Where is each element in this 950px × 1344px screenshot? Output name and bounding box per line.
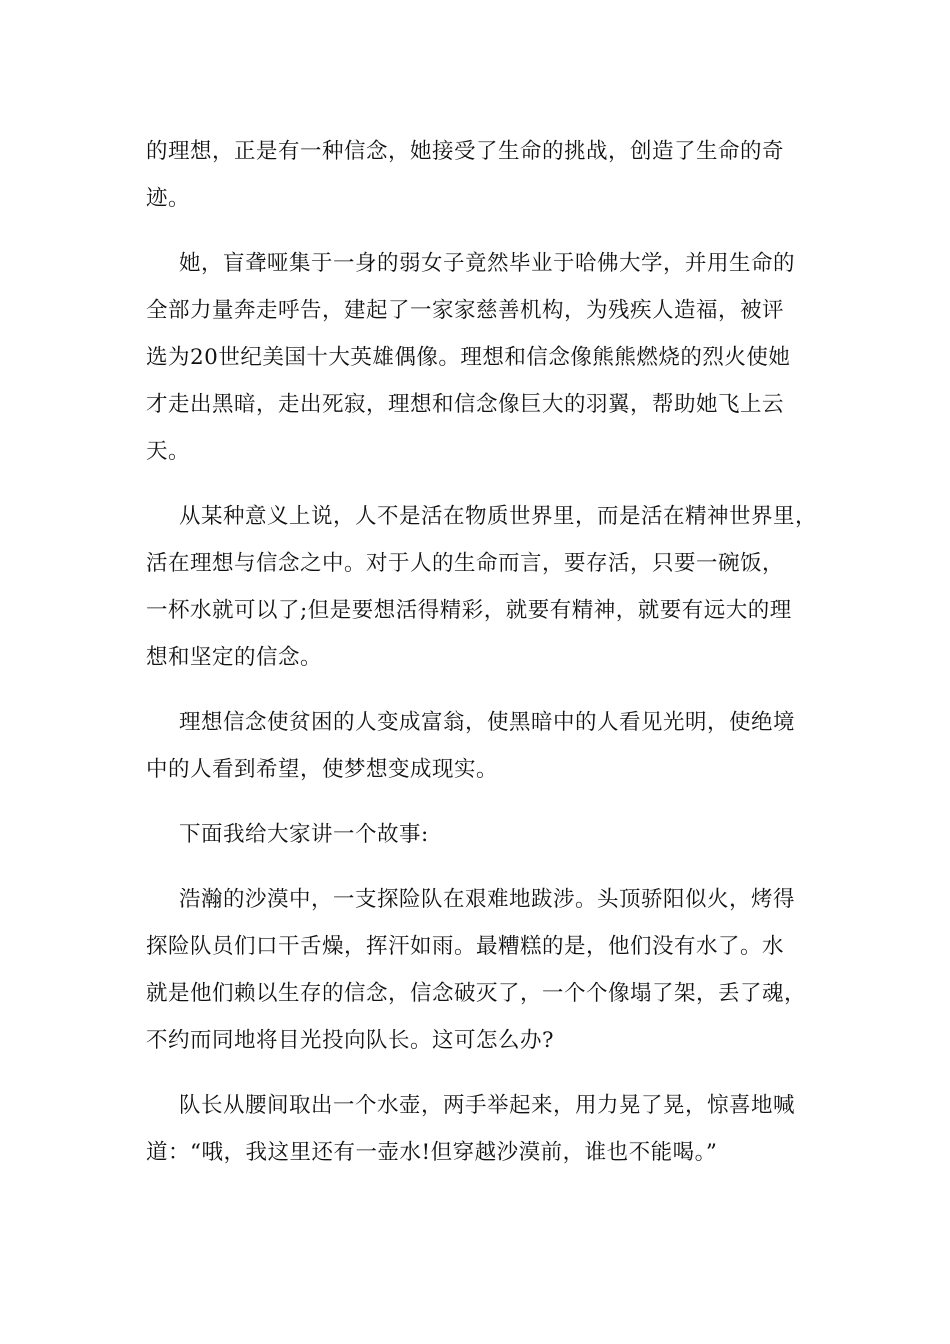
- text-line: 天。: [146, 439, 191, 464]
- text-line: 不约而同地将目光投向队长。这可怎么办?: [146, 1028, 555, 1053]
- text-line: 中的人看到希望，使梦想变成现实。: [146, 757, 499, 782]
- paragraph-7: [146, 1082, 818, 1176]
- text-line: 探险队员们口干舌燥，挥汗如雨。最糟糕的是，他们没有水了。水: [146, 934, 785, 959]
- text-line: 一杯水就可以了;但是要想活得精彩，就要有精神，就要有远大的理: [146, 598, 792, 623]
- paragraph-5: [146, 811, 818, 858]
- text-line: 她，盲聋哑集于一身的弱女子竟然毕业于哈佛大学，并用生命的: [179, 251, 796, 276]
- text-line: 才走出黑暗，走出死寂，理想和信念像巨大的羽翼，帮助她飞上云: [146, 392, 785, 417]
- text-line: 迹。: [146, 186, 191, 211]
- paragraph-2: [146, 240, 818, 475]
- text-line: 全部力量奔走呼告，建起了一家家慈善机构，为残疾人造福，被评: [146, 298, 785, 323]
- text-line: 从某种意义上说，人不是活在物质世界里，而是活在精神世界里，: [179, 504, 818, 529]
- paragraph-1: [146, 128, 818, 222]
- text-line: 想和坚定的信念。: [146, 645, 323, 670]
- text-line: 道：“哦，我这里还有一壶水!但穿越沙漠前，谁也不能喝。”: [146, 1140, 718, 1165]
- text-line: 理想信念使贫困的人变成富翁，使黑暗中的人看见光明，使绝境: [179, 710, 796, 735]
- text-line: 的理想，正是有一种信念，她接受了生命的挑战，创造了生命的奇: [146, 139, 785, 164]
- text-line: 选为20世纪美国十大英雄偶像。理想和信念像熊熊燃烧的烈火使她: [146, 345, 791, 370]
- text-line: 活在理想与信念之中。对于人的生命而言，要存活，只要一碗饭，: [146, 551, 785, 576]
- paragraph-4: [146, 699, 818, 793]
- paragraph-3: [146, 493, 818, 681]
- paragraph-6: [146, 876, 818, 1064]
- text-line: 浩瀚的沙漠中，一支探险队在艰难地跋涉。头顶骄阳似火，烤得: [179, 887, 796, 912]
- text-line: 队长从腰间取出一个水壶，两手举起来，用力晃了晃，惊喜地喊: [179, 1093, 796, 1118]
- text-line: 下面我给大家讲一个故事:: [179, 822, 429, 847]
- document-body: [146, 128, 818, 1194]
- text-line: 就是他们赖以生存的信念，信念破灭了，一个个像塌了架，丢了魂，: [146, 981, 807, 1006]
